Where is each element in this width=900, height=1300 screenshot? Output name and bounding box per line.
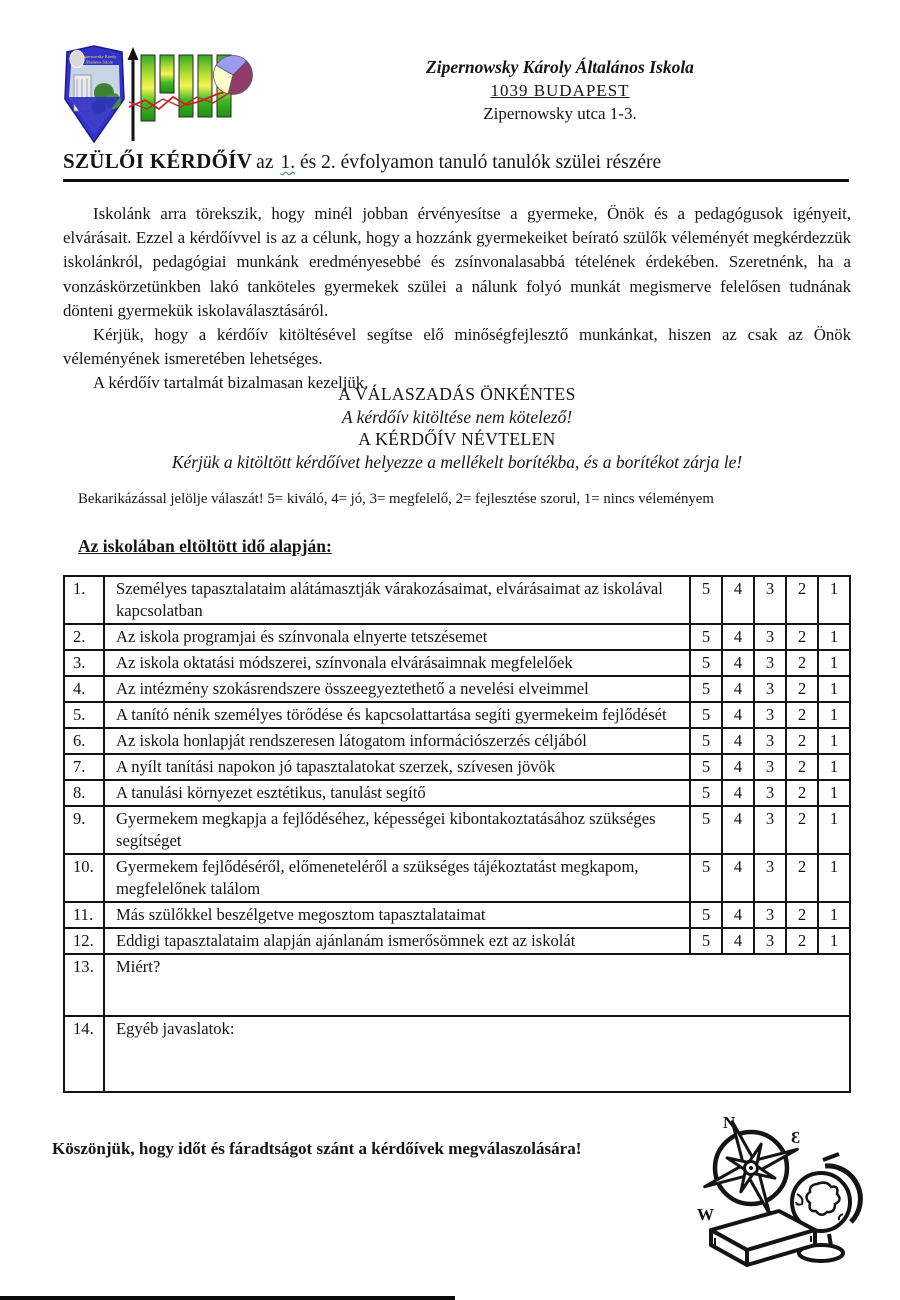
rating-option-3[interactable]: 3 — [754, 576, 786, 624]
question-text: Az intézmény szokásrendszere összeegyeztethető a nevelési elveimmel — [104, 676, 690, 702]
crest-text-line1: Zipernowsky Károly — [81, 54, 117, 59]
rating-option-2[interactable]: 2 — [786, 702, 818, 728]
rating-option-2[interactable]: 2 — [786, 902, 818, 928]
rating-option-4[interactable]: 4 — [722, 806, 754, 854]
rating-option-3[interactable]: 3 — [754, 624, 786, 650]
rating-option-5[interactable]: 5 — [690, 624, 722, 650]
document-title — [63, 149, 849, 182]
intro-paragraph-1: Iskolánk arra törekszik, hogy minél jobban érvényesítse a gyermeke, Önök és a pedagógusok igényeit, elvárásait. Ezzel a kérdőívvel is az a célunk, hogy a hozzánk gyermekeiket beírató szülők véleményét megkérdezzük iskolánkról, pedagógiai munkánk eredményesebbé és zsínvonalasabbá tételének érdekében. Szeretnénk, ha a vonzáskörzetünkben lakó tanköteles gyermekek szülei a nálunk folyó munkát megismerve felelősen tudnának dönteni gyermekük iskolaválasztásáról. — [63, 204, 851, 320]
rating-option-2[interactable]: 2 — [786, 728, 818, 754]
question-number: 2. — [64, 624, 104, 650]
question-row — [64, 854, 850, 902]
rating-option-4[interactable]: 4 — [722, 624, 754, 650]
school-crest-icon — [65, 46, 124, 142]
rating-option-1[interactable]: 1 — [818, 928, 850, 954]
question-number: 9. — [64, 806, 104, 854]
question-row — [64, 754, 850, 780]
question-number: 11. — [64, 902, 104, 928]
rating-option-5[interactable]: 5 — [690, 780, 722, 806]
rating-option-4[interactable]: 4 — [722, 780, 754, 806]
notice-optional: A kérdőív kitöltése nem kötelező! — [341, 406, 573, 427]
rating-option-4[interactable]: 4 — [722, 650, 754, 676]
question-text: A tanulási környezet esztétikus, tanulást segítő — [104, 780, 690, 806]
rating-option-1[interactable]: 1 — [818, 754, 850, 780]
intro-paragraph-3: A kérdőív tartalmát bizalmasan kezeljük. — [93, 373, 369, 393]
scan-edge-artifact — [0, 1296, 455, 1300]
title-main: SZÜLŐI KÉRDŐÍV — [63, 149, 253, 173]
question-row — [64, 1016, 850, 1092]
title-sub-part2-spellcheck: 1. — [280, 152, 296, 173]
rating-option-5[interactable]: 5 — [690, 902, 722, 928]
question-row — [64, 780, 850, 806]
question-text: Az iskola honlapját rendszeresen látogatom információszerzés céljából — [104, 728, 690, 754]
rating-option-1[interactable]: 1 — [818, 728, 850, 754]
rating-option-3[interactable]: 3 — [754, 754, 786, 780]
school-postal: 1039 BUDAPEST — [490, 81, 630, 100]
question-row — [64, 576, 850, 624]
rating-option-1[interactable]: 1 — [818, 854, 850, 902]
question-text: Gyermekem fejlődéséről, előmeneteléről a szükséges tájékoztatást megkapom, megfelelőnek találom — [104, 854, 690, 902]
rating-option-1[interactable]: 1 — [818, 624, 850, 650]
rating-option-4[interactable]: 4 — [722, 702, 754, 728]
rating-option-5[interactable]: 5 — [690, 702, 722, 728]
question-row — [64, 624, 850, 650]
rating-option-5[interactable]: 5 — [690, 854, 722, 902]
rating-option-2[interactable]: 2 — [786, 624, 818, 650]
school-name: Zipernowsky Károly Általános Iskola — [426, 57, 694, 77]
questions-table-body — [64, 576, 850, 1092]
rating-option-1[interactable]: 1 — [818, 806, 850, 854]
question-number: 13. — [64, 954, 104, 1016]
rating-option-4[interactable]: 4 — [722, 928, 754, 954]
question-text: A nyílt tanítási napokon jó tapasztalatokat szerzek, szívesen jövök — [104, 754, 690, 780]
chart-axis-arrow-icon — [128, 47, 139, 141]
rating-option-1[interactable]: 1 — [818, 702, 850, 728]
open-answer-cell[interactable]: Egyéb javaslatok: — [104, 1016, 850, 1092]
rating-option-4[interactable]: 4 — [722, 676, 754, 702]
rating-option-3[interactable]: 3 — [754, 650, 786, 676]
questions-table — [63, 575, 851, 1093]
rating-option-3[interactable]: 3 — [754, 902, 786, 928]
rating-option-1[interactable]: 1 — [818, 676, 850, 702]
rating-option-4[interactable]: 4 — [722, 576, 754, 624]
rating-option-1[interactable]: 1 — [818, 650, 850, 676]
rating-option-2[interactable]: 2 — [786, 576, 818, 624]
question-number: 12. — [64, 928, 104, 954]
rating-option-4[interactable]: 4 — [722, 854, 754, 902]
rating-option-4[interactable]: 4 — [722, 754, 754, 780]
open-answer-cell[interactable]: Miért? — [104, 954, 850, 1016]
rating-option-5[interactable]: 5 — [690, 754, 722, 780]
question-row — [64, 928, 850, 954]
question-text: Az iskola programjai és színvonala elnyerte tetszésemet — [104, 624, 690, 650]
rating-option-2[interactable]: 2 — [786, 780, 818, 806]
rating-option-3[interactable]: 3 — [754, 780, 786, 806]
rating-option-2[interactable]: 2 — [786, 806, 818, 854]
rating-option-1[interactable]: 1 — [818, 576, 850, 624]
question-number: 8. — [64, 780, 104, 806]
question-row — [64, 650, 850, 676]
rating-option-3[interactable]: 3 — [754, 806, 786, 854]
rating-option-4[interactable]: 4 — [722, 902, 754, 928]
study-illustration — [693, 1110, 873, 1285]
question-row — [64, 806, 850, 854]
question-number: 10. — [64, 854, 104, 902]
question-number: 7. — [64, 754, 104, 780]
compass-letter-e: Ɛ — [791, 1128, 800, 1147]
rating-option-5[interactable]: 5 — [690, 728, 722, 754]
question-number: 14. — [64, 1016, 104, 1092]
rating-instruction: Bekarikázással jelölje válaszát! 5= kiváló, 4= jó, 3= megfelelő, 2= fejlesztése szorul, 1= nincs véleményem — [78, 491, 714, 507]
rating-option-2[interactable]: 2 — [786, 928, 818, 954]
intro-text — [63, 202, 851, 396]
rating-option-5[interactable]: 5 — [690, 928, 722, 954]
rating-option-3[interactable]: 3 — [754, 676, 786, 702]
section-title: Az iskolában eltöltött idő alapján: — [78, 536, 332, 556]
question-number: 4. — [64, 676, 104, 702]
question-number: 1. — [64, 576, 104, 624]
question-number: 6. — [64, 728, 104, 754]
question-text: Gyermekem megkapja a fejlődéséhez, képességei kibontakoztatásához szükséges segítséget — [104, 806, 690, 854]
question-row — [64, 702, 850, 728]
intro-paragraph-2: Kérjük, hogy a kérdőív kitöltésével segítse elő minőségfejlesztő munkánkat, hiszen az csak az Önök véleményének ismeretében lehetséges. — [63, 325, 851, 369]
title-sub-part1: az — [256, 152, 274, 173]
rating-option-2[interactable]: 2 — [786, 854, 818, 902]
rating-option-3[interactable]: 3 — [754, 854, 786, 902]
compass-letter-n: N — [723, 1113, 736, 1132]
rating-option-1[interactable]: 1 — [818, 780, 850, 806]
rating-option-5[interactable]: 5 — [690, 576, 722, 624]
question-row — [64, 728, 850, 754]
question-text: Személyes tapasztalataim alátámasztják várakozásaimat, elvárásaimat az iskolával kapcsolatban — [104, 576, 690, 624]
question-text: Az iskola oktatási módszerei, színvonala elvárásaimnak megfelelőek — [104, 650, 690, 676]
question-row — [64, 954, 850, 1016]
notice-voluntary: A VÁLASZADÁS ÖNKÉNTES — [338, 384, 576, 404]
pie-chart-icon — [214, 55, 253, 94]
notice-envelope: Kérjük a kitöltött kérdőívet helyezze a mellékelt borítékba, és a borítékot zárja le! — [171, 451, 743, 472]
compass-letter-w: W — [697, 1205, 714, 1224]
question-text: Más szülőkkel beszélgetve megosztom tapasztalataimat — [104, 902, 690, 928]
rating-option-4[interactable]: 4 — [722, 728, 754, 754]
rating-option-5[interactable]: 5 — [690, 650, 722, 676]
rating-option-2[interactable]: 2 — [786, 754, 818, 780]
rating-option-1[interactable]: 1 — [818, 902, 850, 928]
rating-option-3[interactable]: 3 — [754, 702, 786, 728]
question-text: Eddigi tapasztalataim alapján ajánlanám ismerősömnek ezt az iskolát — [104, 928, 690, 954]
rating-option-2[interactable]: 2 — [786, 650, 818, 676]
rating-option-3[interactable]: 3 — [754, 928, 786, 954]
question-text: A tanító nénik személyes törődése és kapcsolattartása segíti gyermekeim fejlődését — [104, 702, 690, 728]
rating-option-5[interactable]: 5 — [690, 806, 722, 854]
school-info — [320, 56, 800, 125]
notice-anonymous: A KÉRDŐÍV NÉVTELEN — [358, 429, 556, 449]
question-number: 5. — [64, 702, 104, 728]
school-logo — [63, 45, 263, 147]
question-row — [64, 902, 850, 928]
notices — [63, 383, 851, 473]
school-street: Zipernowsky utca 1-3. — [483, 104, 637, 123]
title-sub-part3: és 2. évfolyamon tanuló tanulók szülei részére — [295, 152, 662, 173]
rating-option-3[interactable]: 3 — [754, 728, 786, 754]
crest-text-line2: Általános Iskola — [85, 59, 113, 65]
rating-option-2[interactable]: 2 — [786, 676, 818, 702]
question-row — [64, 676, 850, 702]
thanks-message: Köszönjük, hogy időt és fáradtságot szánt a kérdőívek megválaszolására! — [52, 1139, 582, 1158]
rating-option-5[interactable]: 5 — [690, 676, 722, 702]
question-number: 3. — [64, 650, 104, 676]
